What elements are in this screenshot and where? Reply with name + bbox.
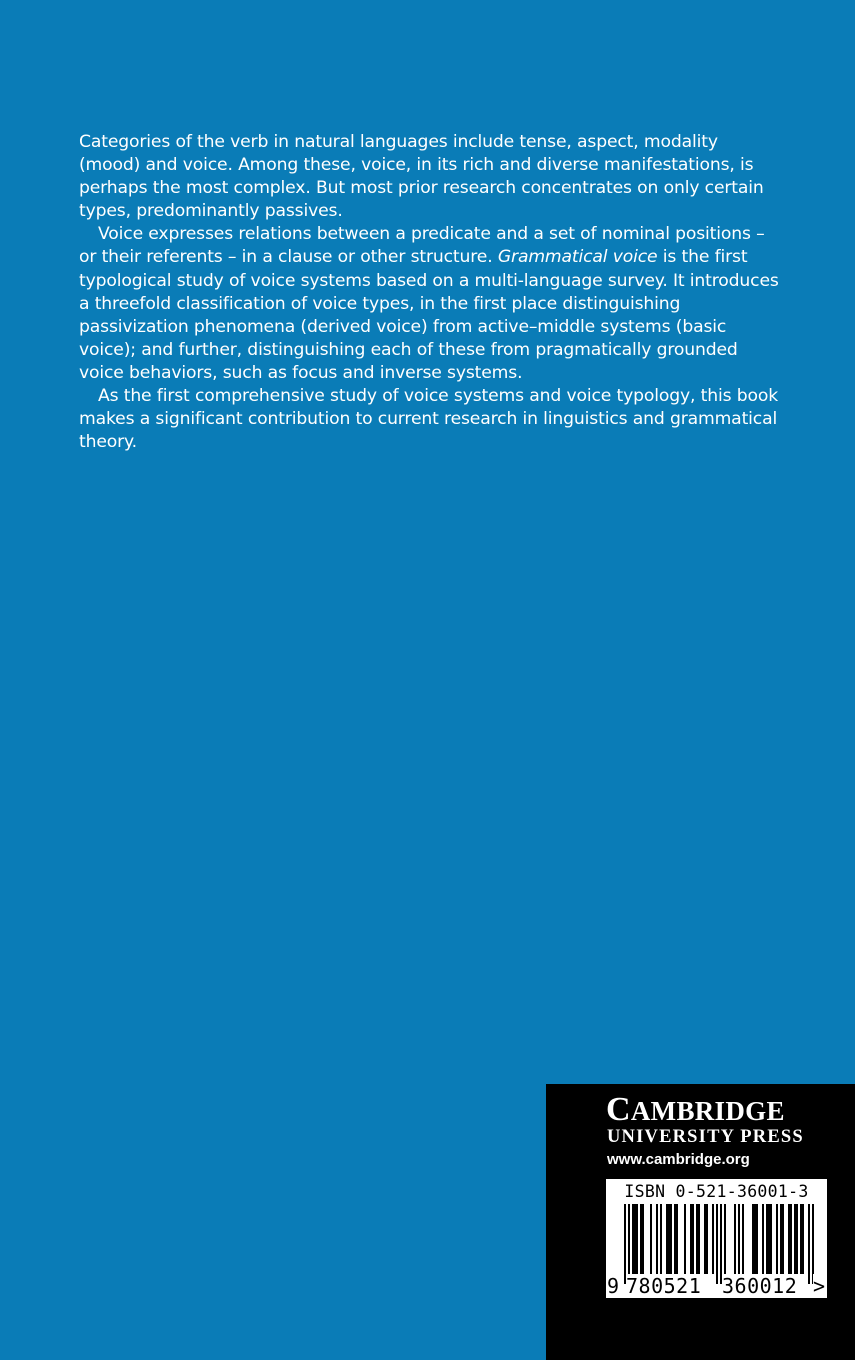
barcode-bar [794,1204,796,1274]
ean-lead-digit: 9 [607,1274,620,1298]
barcode-bar [782,1204,784,1274]
blurb-paragraph-2 [79,223,784,385]
isbn-number: ISBN 0-521-36001-3 [624,1182,809,1201]
barcode-bar [650,1204,652,1274]
barcode-bar [706,1204,708,1274]
barcode-guard-bar [720,1204,722,1284]
barcode-bar [770,1204,772,1274]
barcode-bar [666,1204,668,1274]
barcode-bar [802,1204,804,1274]
barcode-bar [642,1204,644,1274]
barcode-bar [696,1204,698,1274]
barcode-bar [640,1204,642,1274]
barcode-bar [632,1204,634,1274]
barcode-bar [754,1204,756,1274]
ean-left-group: 780521 [626,1274,702,1298]
barcode-bar [670,1204,672,1274]
blurb-paragraph-2-start: Voice expresses relations between a predicate and a set of nominal positions – or their referents – in a clause or other structure. [79,224,765,268]
barcode-bar [660,1204,662,1274]
publisher-url: www.cambridge.org [607,1151,750,1168]
barcode-guard-bar [624,1204,626,1284]
barcode-bar [766,1204,768,1274]
barcode-bar [712,1204,714,1274]
book-title-italic: Grammatical voice [497,247,658,268]
barcode-bar [762,1204,764,1274]
back-cover-blurb [79,131,784,454]
publisher-subline: UNIVERSITY PRESS [607,1127,804,1147]
blurb-paragraph-2-end: is the first typological study of voice systems based on a multi-language survey. It introduces a threefold classification of voice types, in the first place distinguishing passivization phenomena (derived voice) from active–middle systems (basic voice); and further, distinguishing each of these from pragmatically grounded voice behaviors, such as focus and inverse systems. [79,247,779,383]
barcode-bar [800,1204,802,1274]
barcode-bar [768,1204,770,1274]
barcode-bar [692,1204,694,1274]
ean-marker: > [813,1274,826,1298]
barcode-bar [698,1204,700,1274]
barcode-bar [742,1204,744,1274]
barcode-bar [756,1204,758,1274]
publisher-name-rest: AMBRIDGE [630,1096,785,1126]
blurb-paragraph-1: Categories of the verb in natural languages include tense, aspect, modality (mood) and voice. Among these, voice, in its rich and diverse manifestations, is perhaps the most complex. But most prior research concentrates on only certain types, predominantly passives. [79,132,764,222]
publisher-name-initial: C [606,1091,631,1128]
barcode-bar [636,1204,638,1274]
barcode-bar [690,1204,692,1274]
barcode-bar [704,1204,706,1274]
barcode-bar [796,1204,798,1274]
barcode-bar [724,1204,726,1274]
barcode-bar [684,1204,686,1274]
barcode-bar [738,1204,740,1274]
barcode-bar [734,1204,736,1274]
barcode-bar [668,1204,670,1274]
ean-right-group: 360012 [722,1274,798,1298]
ean-digits [606,1274,827,1298]
barcode-bar [674,1204,676,1274]
barcode-bar [776,1204,778,1274]
barcode-guard-bar [628,1204,630,1284]
barcode-guard-bar [716,1204,718,1284]
barcode-bar [780,1204,782,1274]
barcode-bar [676,1204,678,1274]
publisher-logo-name [606,1093,785,1128]
barcode-bar [790,1204,792,1274]
barcode-guard-bar [808,1204,810,1284]
barcode-bar [752,1204,754,1274]
barcode-guard-bar [812,1204,814,1284]
blurb-paragraph-3: As the first comprehensive study of voice systems and voice typology, this book makes a significant contribution to current research in linguistics and grammatical theory. [79,386,778,453]
barcode-bar [634,1204,636,1274]
barcode-bar [656,1204,658,1274]
barcode-bar [788,1204,790,1274]
isbn-barcode [606,1179,827,1298]
